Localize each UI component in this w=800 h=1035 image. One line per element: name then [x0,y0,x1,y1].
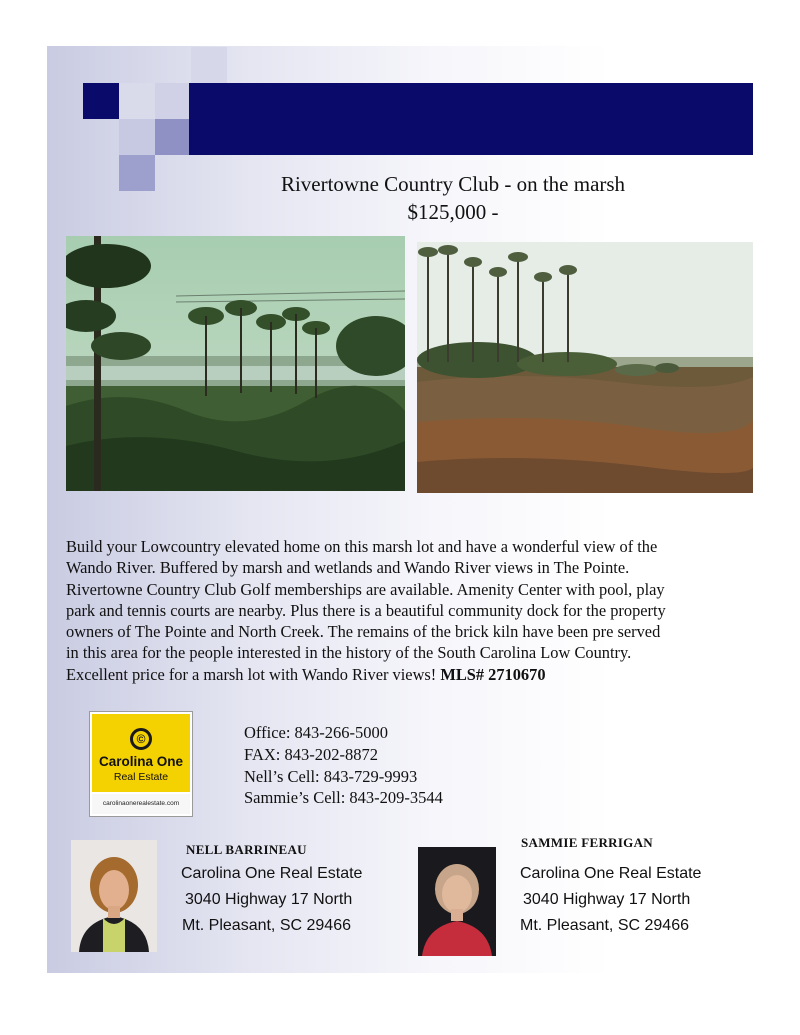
agent-photo-sammie [418,847,496,956]
listing-description [66,536,746,685]
agent-street: 3040 Highway 17 North [523,891,691,908]
description-line: Wando River. Buffered by marsh and wetlands and Wando River views in The Pointe. [66,558,630,578]
description-line: Build your Lowcountry elevated home on this marsh lot and have a wonderful view of the [66,537,658,556]
decor-square [119,119,155,155]
description-line: owners of The Pointe and North Creek. The remains of the brick kiln have been pre served [66,622,661,642]
logo-url: carolinaonerealestate.com [92,794,190,814]
agent-city: Mt. Pleasant, SC 29466 [182,917,351,934]
nell-cell: Nell’s Cell: 843-729-9993 [244,767,418,786]
logo-subtitle: Real Estate [113,771,169,783]
description-line [66,664,746,685]
fax-number: FAX: 843-202-8872 [244,745,378,764]
marsh-photo-left [66,236,405,491]
marsh-photo-right [417,242,753,493]
agent-photo-nell [71,840,157,952]
decor-square [119,83,155,119]
mls-number: MLS# 2710670 [440,664,546,684]
logo-background [92,714,190,792]
decor-square [155,83,191,119]
agent-city: Mt. Pleasant, SC 29466 [520,917,689,934]
office-phone: Office: 843-266-5000 [244,723,389,742]
description-line: park and tennis courts are nearby. Plus there is a beautiful community dock for the property [66,600,666,620]
agent-name: NELL BARRINEAU [186,842,307,857]
description-line: Rivertowne Country Club Golf memberships are available. Amenity Center with pool, play [66,579,665,599]
decor-square [191,47,227,83]
listing-price: $125,000 - [407,200,499,224]
description-last-line: Excellent price for a marsh lot with Wando River views! [66,664,441,684]
copyright-icon: © [130,728,152,750]
logo-brand: Carolina One [98,754,184,769]
agent-name: SAMMIE FERRIGAN [521,835,653,850]
header-bar [189,83,753,155]
agent-street: 3040 Highway 17 North [185,891,353,908]
decor-square [155,119,191,155]
sammie-cell: Sammie’s Cell: 843-209-3544 [244,788,443,807]
description-line: in this area for the people interested in the history of the South Carolina Low Country. [66,643,632,663]
carolina-one-logo [89,711,193,817]
decor-square [83,83,119,119]
listing-title: Rivertowne Country Club - on the marsh [280,172,626,196]
agent-company: Carolina One Real Estate [520,865,702,882]
agent-company: Carolina One Real Estate [181,865,363,882]
